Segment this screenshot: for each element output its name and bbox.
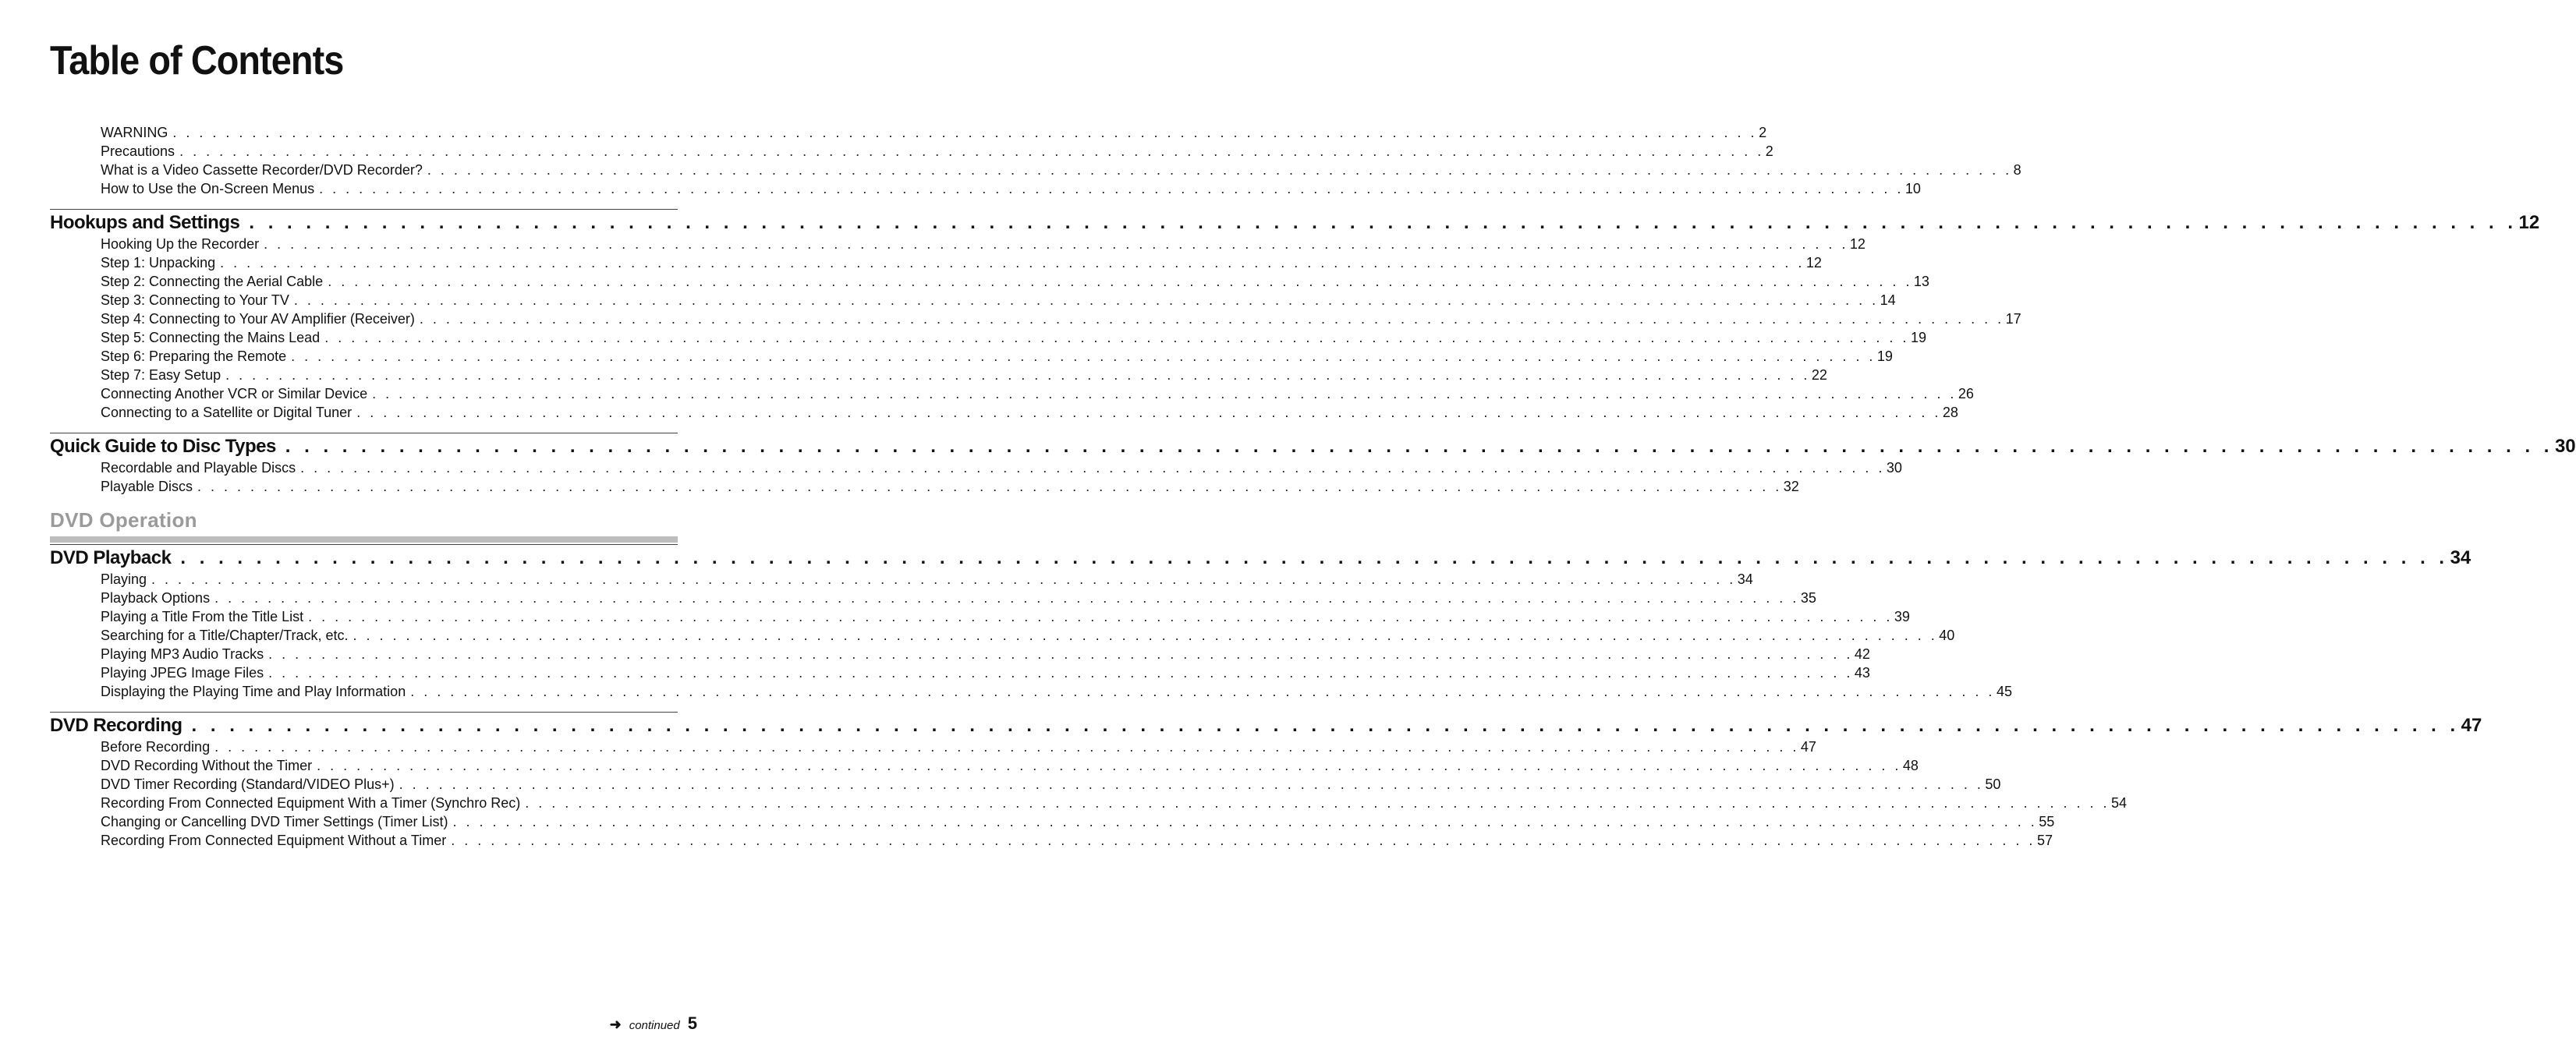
section-heading-page: 30 <box>2554 436 2576 457</box>
toc-entry[interactable] <box>101 570 1753 589</box>
toc-entry-title: Searching for a Title/Chapter/Track, etc. <box>101 628 349 643</box>
continued-label: continued <box>629 1019 680 1032</box>
toc-entry-title: Playable Discs <box>101 479 193 494</box>
toc-entry-title: DVD Timer Recording (Standard/VIDEO Plus+) <box>101 776 395 792</box>
toc-entry[interactable] <box>101 347 1893 366</box>
toc-entry-title: Recording From Connected Equipment Without a Timer <box>101 833 447 848</box>
dot-leader: . . . . . . . . . . . . . . . . . . . . . . . . . . . . . . . . . . . . . . . . . . . . . . . . . . . . . . . . . . . . . . . . . . . . . . . . . . . . . . . . . . . . . . . . . . . . . . . . . . . . . . . . . . . . . . . . . . . . . . . . <box>410 684 1995 699</box>
part-dvd-operation <box>50 508 2482 850</box>
toc-entry[interactable] <box>101 589 1816 607</box>
toc-entry-page: 32 <box>1783 479 1799 494</box>
dot-leader: . . . . . . . . . . . . . . . . . . . . . . . . . . . . . . . . . . . . . . . . . . . . . . . . . . . . . . . . . . . . . . . . . . . . . . . . . . . . . . . . . . . . . . . . . . . . . . . . . . . . . . . . . . . . . . . . . . . . . . . . <box>249 212 2518 233</box>
intro-list <box>50 123 2021 198</box>
toc-entry-title: Playback Options <box>101 590 211 606</box>
toc-entry-title: Recording From Connected Equipment With a Timer (Synchro Rec) <box>101 795 521 811</box>
toc-entry-title: Step 1: Unpacking <box>101 255 216 271</box>
toc-entry-title: Step 7: Easy Setup <box>101 367 221 383</box>
toc-entry-page: 30 <box>1886 460 1902 476</box>
toc-entry-page: 26 <box>1958 386 1974 401</box>
toc-entry-page: 28 <box>1942 405 1958 420</box>
toc-entry-title: Playing <box>101 571 147 587</box>
toc-entry[interactable] <box>101 626 1955 645</box>
toc-entry-page: 14 <box>1880 292 1896 308</box>
dot-leader: . . . . . . . . . . . . . . . . . . . . . . . . . . . . . . . . . . . . . . . . . . . . . . . . . . . . . . . . . . . . . . . . . . . . . . . . . . . . . . . . . . . . . . . . . . . . . . . . . . . . . . . . . . . . . . . . . . . . . . . . <box>220 255 1805 271</box>
dot-leader: . . . . . . . . . . . . . . . . . . . . . . . . . . . . . . . . . . . . . . . . . . . . . . . . . . . . . . . . . . . . . . . . . . . . . . . . . . . . . . . . . . . . . . . . . . . . . . . . . . . . . . . . . . . . . . . . . . . . . . . . <box>268 665 1853 681</box>
toc-entry[interactable] <box>101 794 2127 812</box>
toc-entry-page: 2 <box>1765 143 1773 159</box>
toc-entry-title: Playing a Title From the Title List <box>101 609 304 624</box>
toc-entry[interactable] <box>101 384 1974 403</box>
dot-leader: . . . . . . . . . . . . . . . . . . . . . . . . . . . . . . . . . . . . . . . . . . . . . . . . . . . . . . . . . . . . . . . . . . . . . . . . . . . . . . . . . . . . . . . . . . . . . . . . . . . . . . . . . . . . . . . . . . . . . . . . <box>179 143 1764 159</box>
part-heading: DVD Operation <box>50 508 197 532</box>
toc-entry[interactable] <box>101 682 2012 701</box>
toc-entry-page: 13 <box>1913 274 1929 289</box>
toc-entry-title: Changing or Cancelling DVD Timer Settings (Timer List) <box>101 814 448 829</box>
toc-entry-title: Step 2: Connecting the Aerial Cable <box>101 274 324 289</box>
page-title: Table of Contents <box>50 38 344 83</box>
toc-entry-title: Recordable and Playable Discs <box>101 460 296 476</box>
page-number: 5 <box>687 1013 697 1033</box>
toc-entry-page: 22 <box>1811 367 1827 383</box>
page-footer <box>610 1013 697 1034</box>
toc-entry[interactable] <box>101 309 2021 328</box>
dot-leader: . . . . . . . . . . . . . . . . . . . . . . . . . . . . . . . . . . . . . . . . . . . . . . . . . . . . . . . . . . . . . . . . . . . . . . . . . . . . . . . . . . . . . . . . . . . . . . . . . . . . . . . . . . . . . . . . . . . . . . . . <box>268 646 1853 662</box>
toc-entry-page: 50 <box>1985 776 2001 792</box>
dot-leader: . . . . . . . . . . . . . . . . . . . . . . . . . . . . . . . . . . . . . . . . . . . . . . . . . . . . . . . . . . . . . . . . . . . . . . . . . . . . . . . . . . . . . . . . . . . . . . . . . . . . . . . . . . . . . . . . . . . . . . . . <box>151 571 1736 587</box>
section-heading-page: 47 <box>2461 715 2482 736</box>
toc-entry-page: 45 <box>1996 684 2012 699</box>
dot-leader: . . . . . . . . . . . . . . . . . . . . . . . . . . . . . . . . . . . . . . . . . . . . . . . . . . . . . . . . . . . . . . . . . . . . . . . . . . . . . . . . . . . . . . . . . . . . . . . . . . . . . . . . . . . . . . . . . . . . . . . . <box>319 181 1904 196</box>
toc-entry-page: 40 <box>1939 628 1955 643</box>
toc-entry[interactable] <box>101 403 1958 422</box>
toc-section <box>50 209 2540 422</box>
dot-leader: . . . . . . . . . . . . . . . . . . . . . . . . . . . . . . . . . . . . . . . . . . . . . . . . . . . . . . . . . . . . . . . . . . . . . . . . . . . . . . . . . . . . . . . . . . . . . . . . . . . . . . . . . . . . . . . . . . . . . . . . <box>293 292 1879 308</box>
dot-leader: . . . . . . . . . . . . . . . . . . . . . . . . . . . . . . . . . . . . . . . . . . . . . . . . . . . . . . . . . . . . . . . . . . . . . . . . . . . . . . . . . . . . . . . . . . . . . . . . . . . . . . . . . . . . . . . . . . . . . . . . <box>180 547 2449 568</box>
part-sections-list <box>50 544 2482 850</box>
toc-entry-page: 48 <box>1902 758 1919 773</box>
toc-entry-title: Hooking Up the Recorder <box>101 236 260 252</box>
toc-entry-page: 47 <box>1800 739 1816 755</box>
dot-leader: . . . . . . . . . . . . . . . . . . . . . . . . . . . . . . . . . . . . . . . . . . . . . . . . . . . . . . . . . . . . . . . . . . . . . . . . . . . . . . . . . . . . . . . . . . . . . . . . . . . . . . . . . . . . . . . . . . . . . . . . <box>317 758 1901 773</box>
dot-leader: . . . . . . . . . . . . . . . . . . . . . . . . . . . . . . . . . . . . . . . . . . . . . . . . . . . . . . . . . . . . . . . . . . . . . . . . . . . . . . . . . . . . . . . . . . . . . . . . . . . . . . . . . . . . . . . . . . . . . . . . <box>308 609 1893 624</box>
toc-entry-page: 55 <box>2039 814 2055 829</box>
dot-leader: . . . . . . . . . . . . . . . . . . . . . . . . . . . . . . . . . . . . . . . . . . . . . . . . . . . . . . . . . . . . . . . . . . . . . . . . . . . . . . . . . . . . . . . . . . . . . . . . . . . . . . . . . . . . . . . . . . . . . . . . <box>328 274 1912 289</box>
dot-leader: . . . . . . . . . . . . . . . . . . . . . . . . . . . . . . . . . . . . . . . . . . . . . . . . . . . . . . . . . . . . . . . . . . . . . . . . . . . . . . . . . . . . . . . . . . . . . . . . . . . . . . . . . . . . . . . . . . . . . . . . <box>214 590 1799 606</box>
toc-entry[interactable] <box>101 812 2055 831</box>
toc-entry[interactable] <box>101 123 1767 142</box>
toc-entry[interactable] <box>101 663 1870 682</box>
toc-entry[interactable] <box>101 737 1816 756</box>
table-of-contents <box>50 123 2576 850</box>
toc-section <box>50 712 2482 850</box>
dot-leader: . . . . . . . . . . . . . . . . . . . . . . . . . . . . . . . . . . . . . . . . . . . . . . . . . . . . . . . . . . . . . . . . . . . . . . . . . . . . . . . . . . . . . . . . . . . . . . . . . . . . . . . . . . . . . . . . . . . . . . . . <box>285 436 2553 457</box>
dot-leader: . . . . . . . . . . . . . . . . . . . . . . . . . . . . . . . . . . . . . . . . . . . . . . . . . . . . . . . . . . . . . . . . . . . . . . . . . . . . . . . . . . . . . . . . . . . . . . . . . . . . . . . . . . . . . . . . . . . . . . . . <box>372 386 1957 401</box>
dot-leader: . . . . . . . . . . . . . . . . . . . . . . . . . . . . . . . . . . . . . . . . . . . . . . . . . . . . . . . . . . . . . . . . . . . . . . . . . . . . . . . . . . . . . . . . . . . . . . . . . . . . . . . . . . . . . . . . . . . . . . . . <box>197 479 1782 494</box>
dot-leader: . . . . . . . . . . . . . . . . . . . . . . . . . . . . . . . . . . . . . . . . . . . . . . . . . . . . . . . . . . . . . . . . . . . . . . . . . . . . . . . . . . . . . . . . . . . . . . . . . . . . . . . . . . . . . . . . . . . . . . . . <box>225 367 1810 383</box>
toc-entry[interactable] <box>101 291 1896 309</box>
section-heading-title: Quick Guide to Disc Types <box>50 436 276 457</box>
toc-entry[interactable] <box>101 458 1902 477</box>
toc-entry-title: Precautions <box>101 143 175 159</box>
dot-leader: . . . . . . . . . . . . . . . . . . . . . . . . . . . . . . . . . . . . . . . . . . . . . . . . . . . . . . . . . . . . . . . . . . . . . . . . . . . . . . . . . . . . . . . . . . . . . . . . . . . . . . . . . . . . . . . . . . . . . . . . <box>353 628 1938 643</box>
section-heading-title: DVD Recording <box>50 715 182 736</box>
toc-entry-page: 35 <box>1800 590 1816 606</box>
toc-entry[interactable] <box>101 179 1921 198</box>
dot-leader: . . . . . . . . . . . . . . . . . . . . . . . . . . . . . . . . . . . . . . . . . . . . . . . . . . . . . . . . . . . . . . . . . . . . . . . . . . . . . . . . . . . . . . . . . . . . . . . . . . . . . . . . . . . . . . . . . . . . . . . . <box>427 162 2012 178</box>
dot-leader: . . . . . . . . . . . . . . . . . . . . . . . . . . . . . . . . . . . . . . . . . . . . . . . . . . . . . . . . . . . . . . . . . . . . . . . . . . . . . . . . . . . . . . . . . . . . . . . . . . . . . . . . . . . . . . . . . . . . . . . . <box>451 833 2036 848</box>
toc-entry-title: DVD Recording Without the Timer <box>101 758 313 773</box>
section-heading-page: 12 <box>2518 212 2540 233</box>
toc-entry[interactable] <box>101 253 1822 272</box>
dot-leader: . . . . . . . . . . . . . . . . . . . . . . . . . . . . . . . . . . . . . . . . . . . . . . . . . . . . . . . . . . . . . . . . . . . . . . . . . . . . . . . . . . . . . . . . . . . . . . . . . . . . . . . . . . . . . . . . . . . . . . . . <box>356 405 1941 420</box>
toc-entry-page: 17 <box>2005 311 2021 327</box>
toc-entry-title: WARNING <box>101 125 168 140</box>
toc-section <box>50 433 2576 496</box>
section-heading[interactable] <box>50 435 2576 458</box>
dot-leader: . . . . . . . . . . . . . . . . . . . . . . . . . . . . . . . . . . . . . . . . . . . . . . . . . . . . . . . . . . . . . . . . . . . . . . . . . . . . . . . . . . . . . . . . . . . . . . . . . . . . . . . . . . . . . . . . . . . . . . . . <box>525 795 2110 811</box>
toc-entry[interactable] <box>101 272 1929 291</box>
section-heading-page: 34 <box>2450 547 2471 568</box>
toc-entry-title: How to Use the On-Screen Menus <box>101 181 315 196</box>
toc-entry-title: Displaying the Playing Time and Play Information <box>101 684 406 699</box>
section-heading[interactable] <box>50 546 2471 570</box>
toc-section <box>50 545 2471 701</box>
toc-entry-page: 2 <box>1759 125 1767 140</box>
toc-entry-page: 19 <box>1876 348 1893 364</box>
toc-entry[interactable] <box>101 477 1799 496</box>
toc-entry-page: 19 <box>1910 330 1926 345</box>
dot-leader: . . . . . . . . . . . . . . . . . . . . . . . . . . . . . . . . . . . . . . . . . . . . . . . . . . . . . . . . . . . . . . . . . . . . . . . . . . . . . . . . . . . . . . . . . . . . . . . . . . . . . . . . . . . . . . . . . . . . . . . . <box>324 330 1909 345</box>
toc-entry-page: 12 <box>1805 255 1822 271</box>
dot-leader: . . . . . . . . . . . . . . . . . . . . . . . . . . . . . . . . . . . . . . . . . . . . . . . . . . . . . . . . . . . . . . . . . . . . . . . . . . . . . . . . . . . . . . . . . . . . . . . . . . . . . . . . . . . . . . . . . . . . . . . . <box>399 776 1984 792</box>
toc-entry-title: Step 6: Preparing the Remote <box>101 348 287 364</box>
section-heading[interactable] <box>50 211 2540 235</box>
sections-list <box>50 209 2576 496</box>
toc-entry-title: What is a Video Cassette Recorder/DVD Recorder? <box>101 162 423 178</box>
toc-entry-title: Before Recording <box>101 739 211 755</box>
toc-entry-page: 54 <box>2110 795 2127 811</box>
toc-entry-title: Step 3: Connecting to Your TV <box>101 292 289 308</box>
dot-leader: . . . . . . . . . . . . . . . . . . . . . . . . . . . . . . . . . . . . . . . . . . . . . . . . . . . . . . . . . . . . . . . . . . . . . . . . . . . . . . . . . . . . . . . . . . . . . . . . . . . . . . . . . . . . . . . . . . . . . . . . <box>291 348 1876 364</box>
section-heading[interactable] <box>50 714 2482 737</box>
toc-entry-page: 12 <box>1849 236 1866 252</box>
dot-leader: . . . . . . . . . . . . . . . . . . . . . . . . . . . . . . . . . . . . . . . . . . . . . . . . . . . . . . . . . . . . . . . . . . . . . . . . . . . . . . . . . . . . . . . . . . . . . . . . . . . . . . . . . . . . . . . . . . . . . . . . <box>264 236 1848 252</box>
right-arrow-icon: ➜ <box>609 1017 622 1032</box>
toc-entry[interactable] <box>101 831 2053 850</box>
toc-entry[interactable] <box>101 328 1926 347</box>
dot-leader: . . . . . . . . . . . . . . . . . . . . . . . . . . . . . . . . . . . . . . . . . . . . . . . . . . . . . . . . . . . . . . . . . . . . . . . . . . . . . . . . . . . . . . . . . . . . . . . . . . . . . . . . . . . . . . . . . . . . . . . . <box>300 460 1885 476</box>
section-heading-title: Hookups and Settings <box>50 212 240 233</box>
toc-entry-page: 42 <box>1854 646 1870 662</box>
part-heading-bar <box>50 536 678 543</box>
dot-leader: . . . . . . . . . . . . . . . . . . . . . . . . . . . . . . . . . . . . . . . . . . . . . . . . . . . . . . . . . . . . . . . . . . . . . . . . . . . . . . . . . . . . . . . . . . . . . . . . . . . . . . . . . . . . . . . . . . . . . . . . <box>452 814 2038 829</box>
toc-entry-page: 34 <box>1737 571 1753 587</box>
toc-entry-page: 57 <box>2036 833 2053 848</box>
toc-entry[interactable] <box>101 161 2021 179</box>
dot-leader: . . . . . . . . . . . . . . . . . . . . . . . . . . . . . . . . . . . . . . . . . . . . . . . . . . . . . . . . . . . . . . . . . . . . . . . . . . . . . . . . . . . . . . . . . . . . . . . . . . . . . . . . . . . . . . . . . . . . . . . . <box>191 715 2460 736</box>
toc-entry-title: Connecting Another VCR or Similar Device <box>101 386 368 401</box>
dot-leader: . . . . . . . . . . . . . . . . . . . . . . . . . . . . . . . . . . . . . . . . . . . . . . . . . . . . . . . . . . . . . . . . . . . . . . . . . . . . . . . . . . . . . . . . . . . . . . . . . . . . . . . . . . . . . . . . . . . . . . . . <box>214 739 1799 755</box>
toc-entry[interactable] <box>101 756 1919 775</box>
toc-entry[interactable] <box>101 775 2001 794</box>
toc-entry-title: Playing MP3 Audio Tracks <box>101 646 264 662</box>
toc-entry[interactable] <box>101 235 1866 253</box>
section-heading-title: DVD Playback <box>50 547 172 568</box>
toc-entry-title: Step 4: Connecting to Your AV Amplifier (Receiver) <box>101 311 415 327</box>
toc-entry-page: 43 <box>1854 665 1870 681</box>
toc-entry-title: Playing JPEG Image Files <box>101 665 264 681</box>
toc-entry-title: Step 5: Connecting the Mains Lead <box>101 330 321 345</box>
toc-entry[interactable] <box>101 645 1870 663</box>
dot-leader: . . . . . . . . . . . . . . . . . . . . . . . . . . . . . . . . . . . . . . . . . . . . . . . . . . . . . . . . . . . . . . . . . . . . . . . . . . . . . . . . . . . . . . . . . . . . . . . . . . . . . . . . . . . . . . . . . . . . . . . . <box>419 311 2004 327</box>
toc-entry-page: 8 <box>2013 162 2021 178</box>
toc-entry-page: 10 <box>1905 181 1921 196</box>
toc-entry[interactable] <box>101 366 1827 384</box>
toc-entry-page: 39 <box>1894 609 1910 624</box>
dot-leader: . . . . . . . . . . . . . . . . . . . . . . . . . . . . . . . . . . . . . . . . . . . . . . . . . . . . . . . . . . . . . . . . . . . . . . . . . . . . . . . . . . . . . . . . . . . . . . . . . . . . . . . . . . . . . . . . . . . . . . . . <box>172 125 1758 140</box>
toc-entry-title: Connecting to a Satellite or Digital Tuner <box>101 405 353 420</box>
toc-entry[interactable] <box>101 607 1910 626</box>
toc-entry[interactable] <box>101 142 1773 161</box>
